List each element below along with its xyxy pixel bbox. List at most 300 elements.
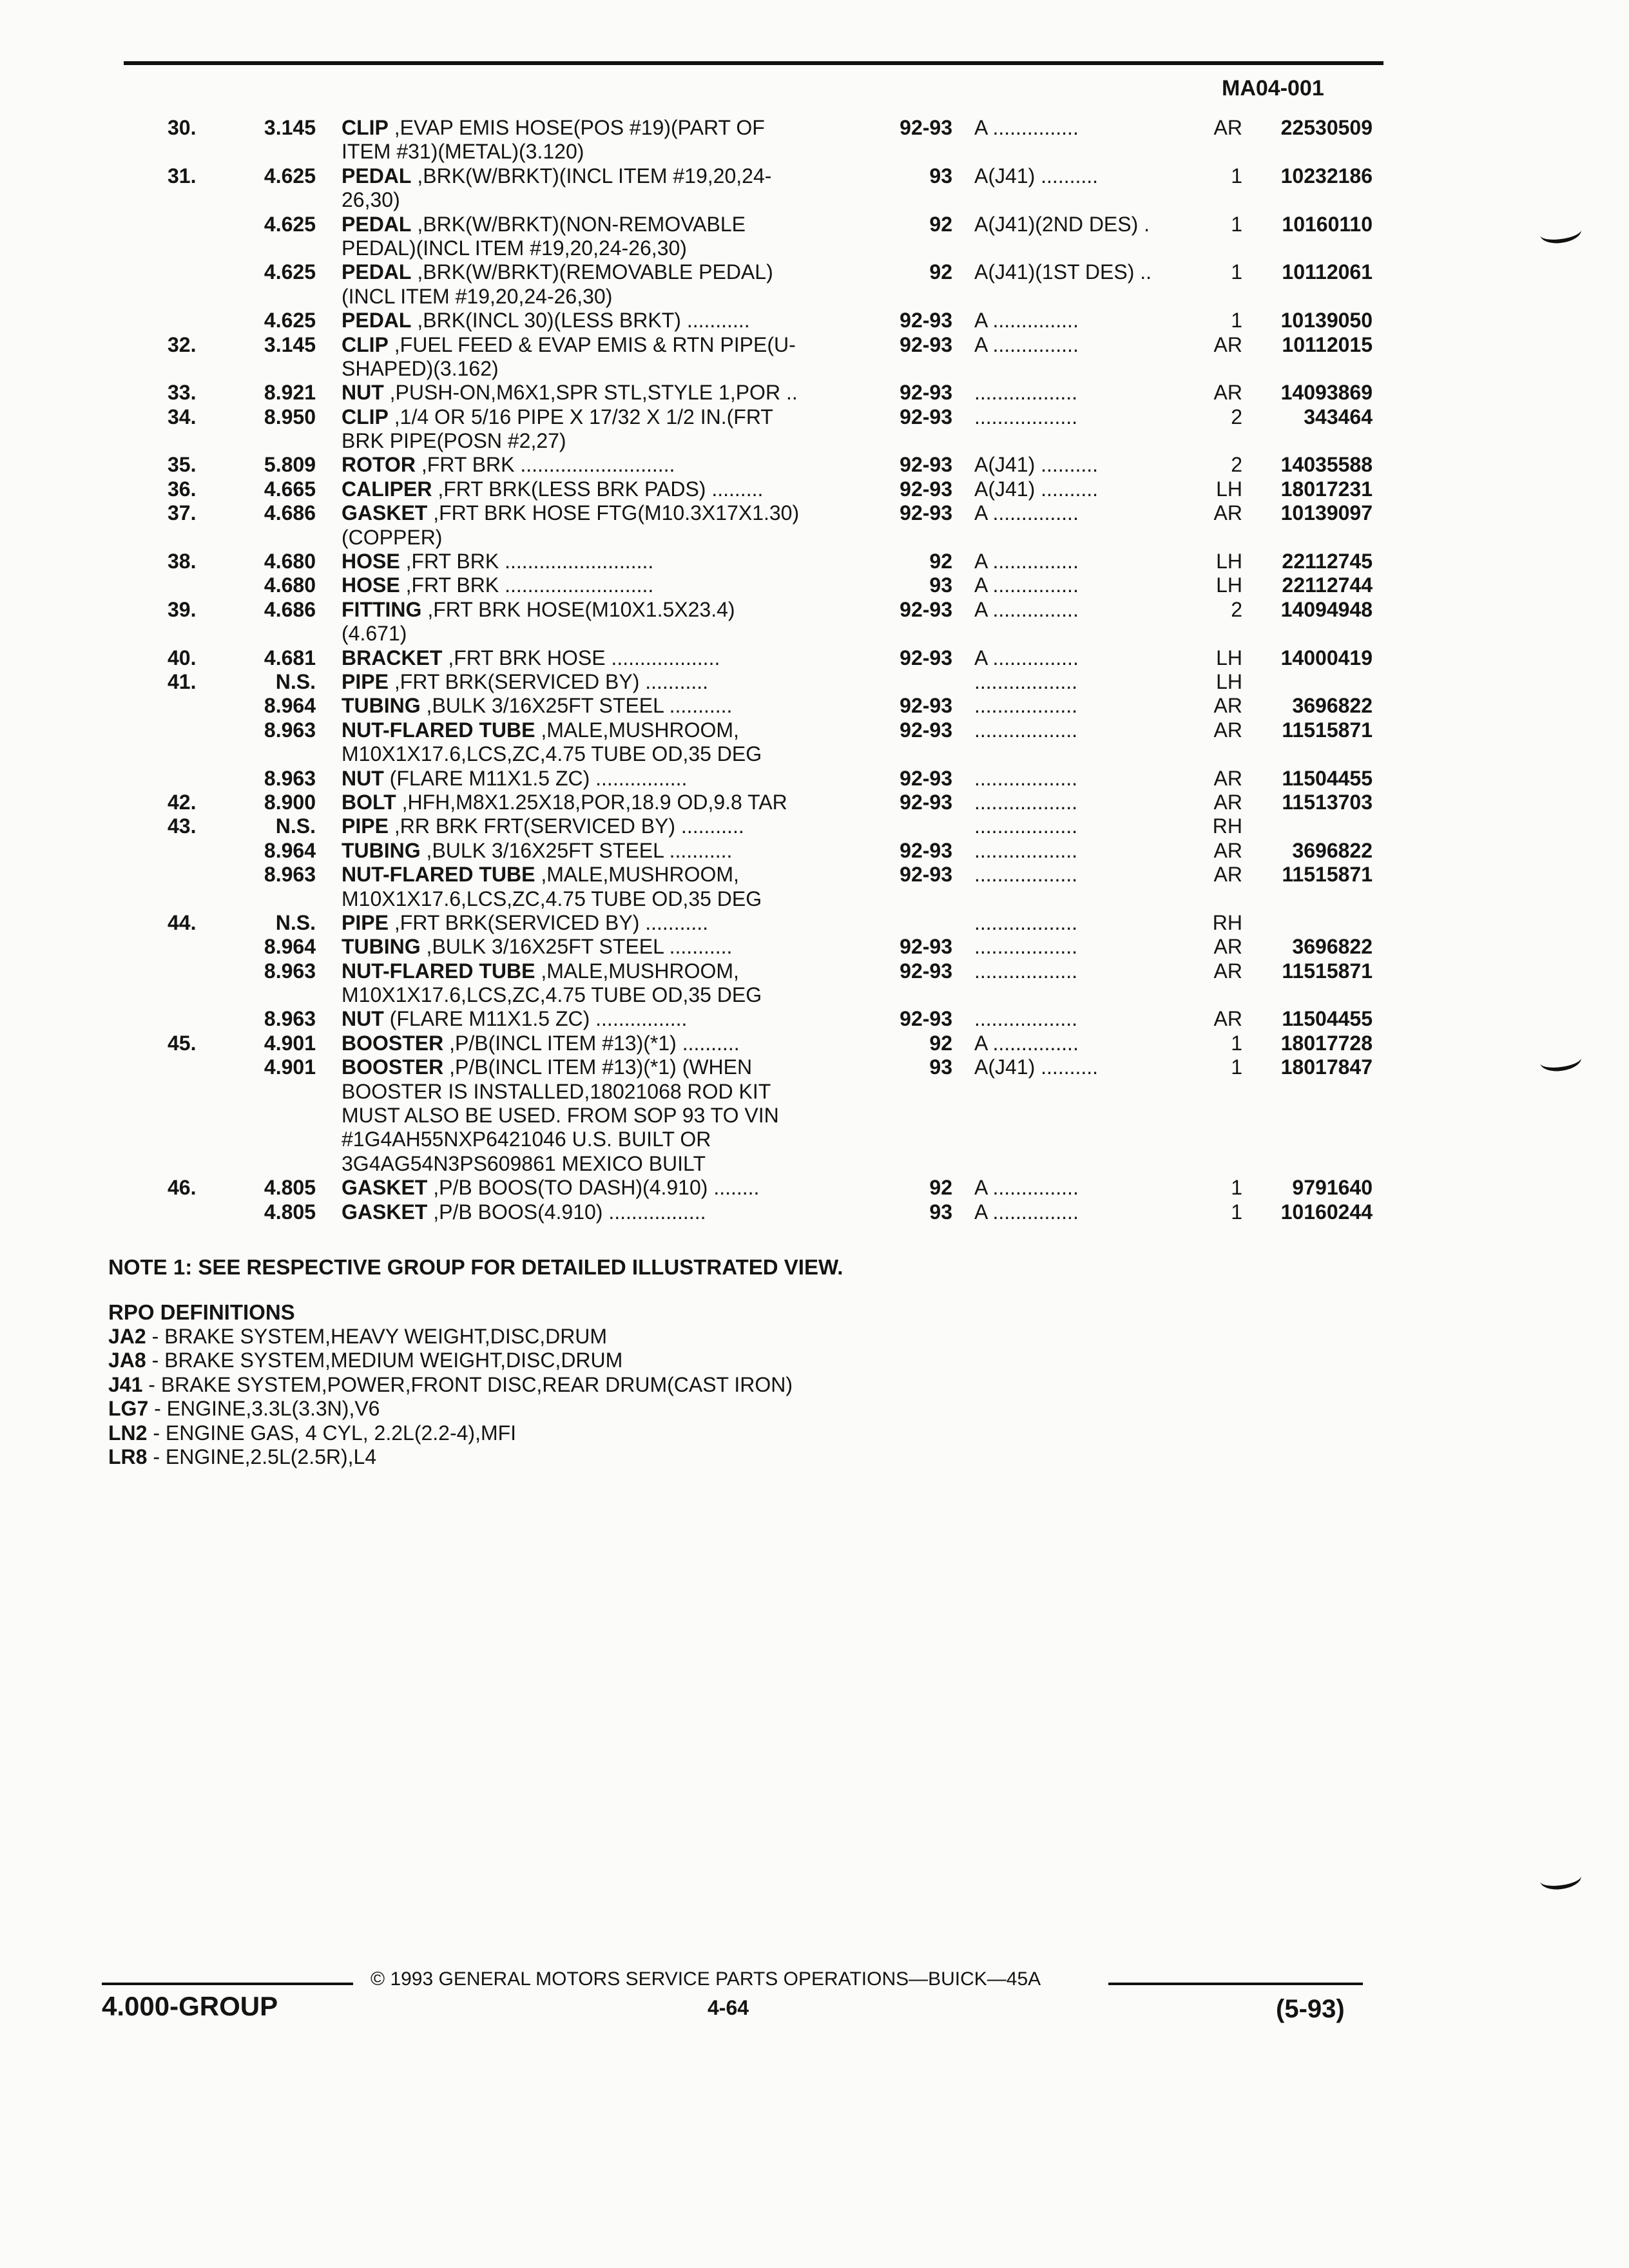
part-number: 10160244: [1280, 1200, 1373, 1224]
part-detail: ,BULK 3/16X25FT STEEL ...........: [420, 935, 733, 959]
quantity: 1: [1231, 212, 1242, 236]
part-line: [0, 791, 1629, 814]
line-code: A(J41)(2ND DES) .: [974, 212, 1150, 236]
quantity: AR: [1213, 1007, 1242, 1031]
part-detail: ,P/B BOOS(4.910) .................: [427, 1200, 706, 1224]
part-description: [342, 309, 750, 332]
part-description: [342, 767, 687, 791]
part-row: [0, 911, 1629, 935]
part-description-continued: 3G4AG54N3PS609861 MEXICO BUILT: [342, 1151, 706, 1175]
group-number: N.S.: [275, 814, 316, 838]
part-line: [0, 213, 1629, 236]
part-detail: ,FUEL FEED & EVAP EMIS & RTN PIPE(U-: [388, 332, 796, 356]
part-description-continued: SHAPED)(3.162): [342, 356, 499, 380]
model-years: 93: [929, 1055, 952, 1079]
model-years: 93: [929, 1200, 952, 1224]
part-number: 10160110: [1282, 212, 1373, 236]
quantity: AR: [1213, 501, 1242, 525]
part-description-continued: M10X1X17.6,LCS,ZC,4.75 TUBE OD,35 DEG: [342, 983, 762, 1007]
part-line: [0, 814, 1629, 838]
item-number: 42.: [168, 790, 197, 814]
part-name: PIPE: [342, 910, 389, 934]
group-number: 8.964: [264, 935, 316, 959]
quantity: 2: [1231, 597, 1242, 621]
footer-date: (5-93): [1276, 1995, 1345, 2023]
rpo-definition: [108, 1373, 793, 1397]
group-number: 3.145: [264, 116, 316, 139]
part-description: [342, 718, 739, 742]
part-number: 9791640: [1292, 1176, 1373, 1200]
part-name: NUT-FLARED TUBE: [342, 718, 535, 742]
part-description: [342, 959, 739, 983]
group-number: 8.950: [264, 405, 316, 428]
item-number: 44.: [168, 910, 197, 934]
document-code: MA04-001: [1222, 76, 1324, 101]
part-detail: ,BRK(W/BRKT)(INCL ITEM #19,20,24-: [411, 164, 772, 187]
rpo-definition: [108, 1349, 793, 1372]
part-description: [342, 260, 773, 284]
item-number: 37.: [168, 501, 197, 525]
quantity: AR: [1213, 790, 1242, 814]
part-continuation-line: [0, 140, 1629, 164]
part-name: FITTING: [342, 597, 422, 621]
part-continuation-line: [0, 1080, 1629, 1104]
part-number: 10139050: [1280, 309, 1373, 332]
footer-group: 4.000-GROUP: [102, 1991, 278, 2021]
part-detail: ,FRT BRK HOSE FTG(M10.3X17X1.30): [427, 501, 800, 525]
part-line: [0, 598, 1629, 622]
quantity: AR: [1213, 863, 1242, 887]
part-detail: ,FRT BRK(SERVICED BY) ...........: [388, 910, 709, 934]
part-description-continued: (4.671): [342, 622, 407, 646]
line-code: A(J41) ..........: [974, 164, 1099, 187]
part-line: [0, 333, 1629, 357]
quantity: LH: [1216, 477, 1242, 501]
part-row: [0, 839, 1629, 863]
part-line: [0, 381, 1629, 405]
part-continuation-line: [0, 526, 1629, 550]
part-name: BOOSTER: [342, 1031, 444, 1055]
item-number: 32.: [168, 332, 197, 356]
group-number: N.S.: [275, 910, 316, 934]
part-row: [0, 791, 1629, 814]
model-years: 92: [929, 260, 952, 284]
item-number: 43.: [168, 814, 197, 838]
model-years: 92-93: [900, 863, 952, 887]
item-number: 41.: [168, 669, 197, 693]
group-number: 4.686: [264, 597, 316, 621]
part-name: PEDAL: [342, 212, 412, 236]
part-name: PEDAL: [342, 164, 412, 187]
line-code: ..................: [974, 790, 1078, 814]
part-name: CLIP: [342, 332, 389, 356]
model-years: 92: [929, 550, 952, 573]
part-description: [342, 453, 675, 477]
line-code: A ...............: [974, 597, 1079, 621]
group-number: 3.145: [264, 332, 316, 356]
part-row: [0, 1055, 1629, 1176]
part-description-continued: (COPPER): [342, 525, 443, 549]
part-number: 14000419: [1280, 646, 1373, 669]
part-number: 10112061: [1282, 260, 1373, 284]
part-line: [0, 309, 1629, 332]
part-detail: ,FRT BRK ...........................: [415, 453, 675, 477]
part-description-continued: PEDAL)(INCL ITEM #19,20,24-26,30): [342, 236, 687, 260]
group-number: 8.963: [264, 766, 316, 790]
group-number: 4.625: [264, 309, 316, 332]
part-row: [0, 767, 1629, 791]
part-description: [342, 213, 746, 236]
line-code: ..................: [974, 935, 1078, 959]
part-continuation-line: [0, 236, 1629, 260]
part-name: ROTOR: [342, 453, 416, 477]
part-description: [342, 791, 787, 814]
line-code: ..................: [974, 381, 1078, 405]
group-number: 4.805: [264, 1176, 316, 1200]
part-row: [0, 573, 1629, 597]
part-row: [0, 309, 1629, 332]
part-row: [0, 814, 1629, 838]
item-number: 38.: [168, 550, 197, 573]
part-row: [0, 381, 1629, 405]
part-name: TUBING: [342, 694, 421, 718]
part-row: [0, 670, 1629, 694]
part-number: 343464: [1304, 405, 1373, 428]
part-line: [0, 453, 1629, 477]
part-line: [0, 405, 1629, 429]
group-number: 4.680: [264, 573, 316, 597]
group-number: 8.963: [264, 959, 316, 983]
part-number: 14094948: [1280, 597, 1373, 621]
group-number: 8.963: [264, 718, 316, 742]
part-number: 11515871: [1282, 863, 1373, 887]
part-continuation-line: [0, 285, 1629, 309]
part-description: [342, 670, 708, 694]
line-code: A ...............: [974, 1200, 1079, 1224]
rpo-code: JA2: [108, 1325, 146, 1348]
quantity: RH: [1212, 910, 1242, 934]
part-row: [0, 959, 1629, 1008]
part-name: CLIP: [342, 405, 389, 428]
quantity: AR: [1213, 935, 1242, 959]
part-name: GASKET: [342, 501, 428, 525]
part-name: TUBING: [342, 935, 421, 959]
model-years: 92-93: [900, 694, 952, 718]
part-description-continued: M10X1X17.6,LCS,ZC,4.75 TUBE OD,35 DEG: [342, 887, 762, 910]
rpo-definitions-title: RPO DEFINITIONS: [108, 1300, 295, 1324]
group-number: 4.665: [264, 477, 316, 501]
part-description: [342, 814, 744, 838]
quantity: 1: [1231, 164, 1242, 187]
part-number: 22112744: [1282, 573, 1373, 597]
rpo-description: - ENGINE,3.3L(3.3N),V6: [148, 1397, 380, 1421]
model-years: 92-93: [900, 453, 952, 477]
part-name: NUT: [342, 1007, 384, 1031]
part-description: [342, 333, 796, 357]
line-code: A(J41) ..........: [974, 477, 1099, 501]
group-number: 4.625: [264, 212, 316, 236]
footer-page-number: 4-64: [708, 1996, 749, 2019]
group-number: 4.805: [264, 1200, 316, 1224]
quantity: 1: [1231, 1031, 1242, 1055]
quantity: AR: [1213, 838, 1242, 862]
part-number: 18017231: [1280, 477, 1373, 501]
part-number: 14035588: [1280, 453, 1373, 477]
part-description: [342, 646, 720, 670]
rpo-description: - ENGINE,2.5L(2.5R),L4: [147, 1445, 377, 1469]
group-number: 4.625: [264, 260, 316, 284]
part-number: 11504455: [1282, 766, 1373, 790]
part-continuation-line: [0, 1104, 1629, 1128]
binding-mark: [1539, 1866, 1583, 1892]
line-code: A ...............: [974, 116, 1079, 139]
part-detail: ,HFH,M8X1.25X18,POR,18.9 OD,9.8 TAR: [396, 790, 787, 814]
part-line: [0, 718, 1629, 742]
footer-rule-left: [102, 1983, 353, 1985]
part-name: HOSE: [342, 573, 400, 597]
line-code: A(J41) ..........: [974, 1055, 1099, 1079]
part-description: [342, 598, 735, 622]
model-years: 92-93: [900, 838, 952, 862]
model-years: 92-93: [900, 959, 952, 983]
part-description-continued: #1G4AH55NXP6421046 U.S. BUILT OR: [342, 1128, 711, 1151]
part-description-continued: (INCL ITEM #19,20,24-26,30): [342, 284, 613, 308]
part-row: [0, 213, 1629, 261]
model-years: 92-93: [900, 766, 952, 790]
part-line: [0, 116, 1629, 140]
part-description: [342, 863, 739, 887]
group-number: 8.963: [264, 863, 316, 887]
part-name: PIPE: [342, 669, 389, 693]
part-description: [342, 694, 732, 718]
part-line: [0, 501, 1629, 525]
quantity: RH: [1212, 814, 1242, 838]
model-years: 92-93: [900, 646, 952, 669]
part-detail: ,BRK(W/BRKT)(NON-REMOVABLE: [411, 212, 746, 236]
group-number: 8.964: [264, 838, 316, 862]
part-description: [342, 573, 653, 597]
line-code: ..................: [974, 863, 1078, 887]
part-line: [0, 911, 1629, 935]
line-code: A ...............: [974, 332, 1079, 356]
quantity: AR: [1213, 694, 1242, 718]
part-number: 22112745: [1282, 550, 1373, 573]
line-code: ..................: [974, 814, 1078, 838]
part-row: [0, 164, 1629, 213]
part-description: [342, 1176, 759, 1200]
model-years: 92-93: [900, 381, 952, 405]
parts-list: [0, 116, 1629, 1224]
part-row: [0, 598, 1629, 646]
line-code: ..................: [974, 959, 1078, 983]
quantity: 2: [1231, 405, 1242, 428]
part-continuation-line: [0, 887, 1629, 911]
group-number: 8.964: [264, 694, 316, 718]
part-number: 10139097: [1280, 501, 1373, 525]
part-row: [0, 477, 1629, 501]
part-continuation-line: [0, 1128, 1629, 1151]
model-years: 93: [929, 573, 952, 597]
quantity: AR: [1213, 116, 1242, 139]
part-line: [0, 573, 1629, 597]
quantity: 1: [1231, 1200, 1242, 1224]
model-years: 92-93: [900, 718, 952, 742]
quantity: AR: [1213, 718, 1242, 742]
part-row: [0, 1007, 1629, 1031]
part-description: [342, 550, 653, 573]
item-number: 33.: [168, 381, 197, 405]
group-number: 4.680: [264, 550, 316, 573]
part-continuation-line: [0, 188, 1629, 212]
model-years: 92-93: [900, 332, 952, 356]
part-name: PIPE: [342, 814, 389, 838]
model-years: 92-93: [900, 116, 952, 139]
part-line: [0, 550, 1629, 573]
part-description: [342, 164, 771, 188]
part-detail: ,P/B(INCL ITEM #13)(*1) (WHEN: [443, 1055, 753, 1079]
part-line: [0, 1176, 1629, 1200]
group-number: 8.921: [264, 381, 316, 405]
model-years: 92-93: [900, 501, 952, 525]
part-description: [342, 1200, 706, 1224]
part-description: [342, 501, 799, 525]
part-line: [0, 959, 1629, 983]
part-continuation-line: [0, 1152, 1629, 1176]
quantity: 1: [1231, 309, 1242, 332]
part-continuation-line: [0, 742, 1629, 766]
line-code: A(J41) ..........: [974, 453, 1099, 477]
line-code: A ...............: [974, 573, 1079, 597]
line-code: A ...............: [974, 1176, 1079, 1200]
part-name: BOLT: [342, 790, 396, 814]
quantity: LH: [1216, 669, 1242, 693]
model-years: 92-93: [900, 477, 952, 501]
part-continuation-line: [0, 983, 1629, 1007]
note: NOTE 1: SEE RESPECTIVE GROUP FOR DETAILED ILLUSTRATED VIEW.: [108, 1255, 843, 1279]
part-number: 11513703: [1282, 790, 1373, 814]
part-row: [0, 453, 1629, 477]
part-row: [0, 646, 1629, 670]
part-detail: ,RR BRK FRT(SERVICED BY) ...........: [388, 814, 744, 838]
rpo-description: - BRAKE SYSTEM,HEAVY WEIGHT,DISC,DRUM: [146, 1325, 608, 1348]
line-code: ..................: [974, 405, 1078, 428]
part-detail: (FLARE M11X1.5 ZC) ................: [383, 766, 688, 790]
rpo-definitions-list: [108, 1325, 793, 1469]
quantity: 1: [1231, 1055, 1242, 1079]
item-number: 45.: [168, 1031, 197, 1055]
model-years: 92: [929, 1176, 952, 1200]
line-code: A ...............: [974, 646, 1079, 669]
part-line: [0, 1055, 1629, 1079]
line-code: ..................: [974, 694, 1078, 718]
rpo-code: LG7: [108, 1397, 149, 1421]
line-code: A ...............: [974, 501, 1079, 525]
part-description-continued: BRK PIPE(POSN #2,27): [342, 429, 566, 453]
group-number: 4.901: [264, 1055, 316, 1079]
group-number: 4.686: [264, 501, 316, 525]
line-code: ..................: [974, 669, 1078, 693]
model-years: 92-93: [900, 1007, 952, 1031]
part-line: [0, 477, 1629, 501]
part-description: [342, 911, 708, 935]
item-number: 40.: [168, 646, 197, 669]
rpo-definition: [108, 1325, 793, 1349]
quantity: AR: [1213, 381, 1242, 405]
part-row: [0, 333, 1629, 381]
part-number: 11515871: [1282, 959, 1373, 983]
part-description-continued: BOOSTER IS INSTALLED,18021068 ROD KIT: [342, 1079, 771, 1103]
rpo-description: - ENGINE GAS, 4 CYL, 2.2L(2.2-4),MFI: [147, 1421, 517, 1445]
rpo-definition: [108, 1421, 793, 1445]
part-line: [0, 839, 1629, 863]
part-detail: ,FRT BRK(SERVICED BY) ...........: [388, 669, 709, 693]
item-number: 46.: [168, 1176, 197, 1200]
line-code: ..................: [974, 718, 1078, 742]
part-name: PEDAL: [342, 260, 412, 284]
part-row: [0, 116, 1629, 164]
model-years: 92: [929, 212, 952, 236]
part-line: [0, 1032, 1629, 1055]
line-code: ..................: [974, 1007, 1078, 1031]
quantity: LH: [1216, 550, 1242, 573]
part-detail: (FLARE M11X1.5 ZC) ................: [383, 1007, 688, 1031]
quantity: AR: [1213, 332, 1242, 356]
part-row: [0, 1032, 1629, 1055]
part-line: [0, 1007, 1629, 1031]
part-name: CLIP: [342, 116, 389, 139]
part-continuation-line: [0, 429, 1629, 453]
line-code: A ...............: [974, 1031, 1079, 1055]
part-name: GASKET: [342, 1176, 428, 1200]
part-name: PEDAL: [342, 309, 412, 332]
part-description: [342, 935, 732, 959]
part-row: [0, 501, 1629, 550]
line-code: ..................: [974, 766, 1078, 790]
part-detail: ,P/B(INCL ITEM #13)(*1) ..........: [443, 1031, 740, 1055]
item-number: 39.: [168, 597, 197, 621]
item-number: 31.: [168, 164, 197, 187]
line-code: ..................: [974, 838, 1078, 862]
part-row: [0, 260, 1629, 309]
part-row: [0, 935, 1629, 959]
part-name: BOOSTER: [342, 1055, 444, 1079]
part-number: 18017728: [1280, 1031, 1373, 1055]
part-name: HOSE: [342, 550, 400, 573]
item-number: 36.: [168, 477, 197, 501]
group-number: 5.809: [264, 453, 316, 477]
part-name: NUT-FLARED TUBE: [342, 863, 535, 887]
part-line: [0, 260, 1629, 284]
part-description-continued: M10X1X17.6,LCS,ZC,4.75 TUBE OD,35 DEG: [342, 742, 762, 766]
part-detail: ,BULK 3/16X25FT STEEL ...........: [420, 694, 733, 718]
group-number: N.S.: [275, 669, 316, 693]
model-years: 92: [929, 1031, 952, 1055]
part-description: [342, 1055, 752, 1079]
model-years: 92-93: [900, 405, 952, 428]
part-line: [0, 164, 1629, 188]
footer-copyright: © 1993 GENERAL MOTORS SERVICE PARTS OPERATIONS—BUICK—45A: [371, 1968, 1041, 1990]
part-detail: ,1/4 OR 5/16 PIPE X 17/32 X 1/2 IN.(FRT: [388, 405, 773, 428]
model-years: 93: [929, 164, 952, 187]
item-number: 35.: [168, 453, 197, 477]
part-detail: ,P/B BOOS(TO DASH)(4.910) ........: [427, 1176, 760, 1200]
part-row: [0, 1200, 1629, 1224]
quantity: LH: [1216, 573, 1242, 597]
quantity: AR: [1213, 766, 1242, 790]
group-number: 8.900: [264, 790, 316, 814]
part-detail: ,EVAP EMIS HOSE(POS #19)(PART OF: [388, 116, 765, 139]
part-line: [0, 646, 1629, 670]
